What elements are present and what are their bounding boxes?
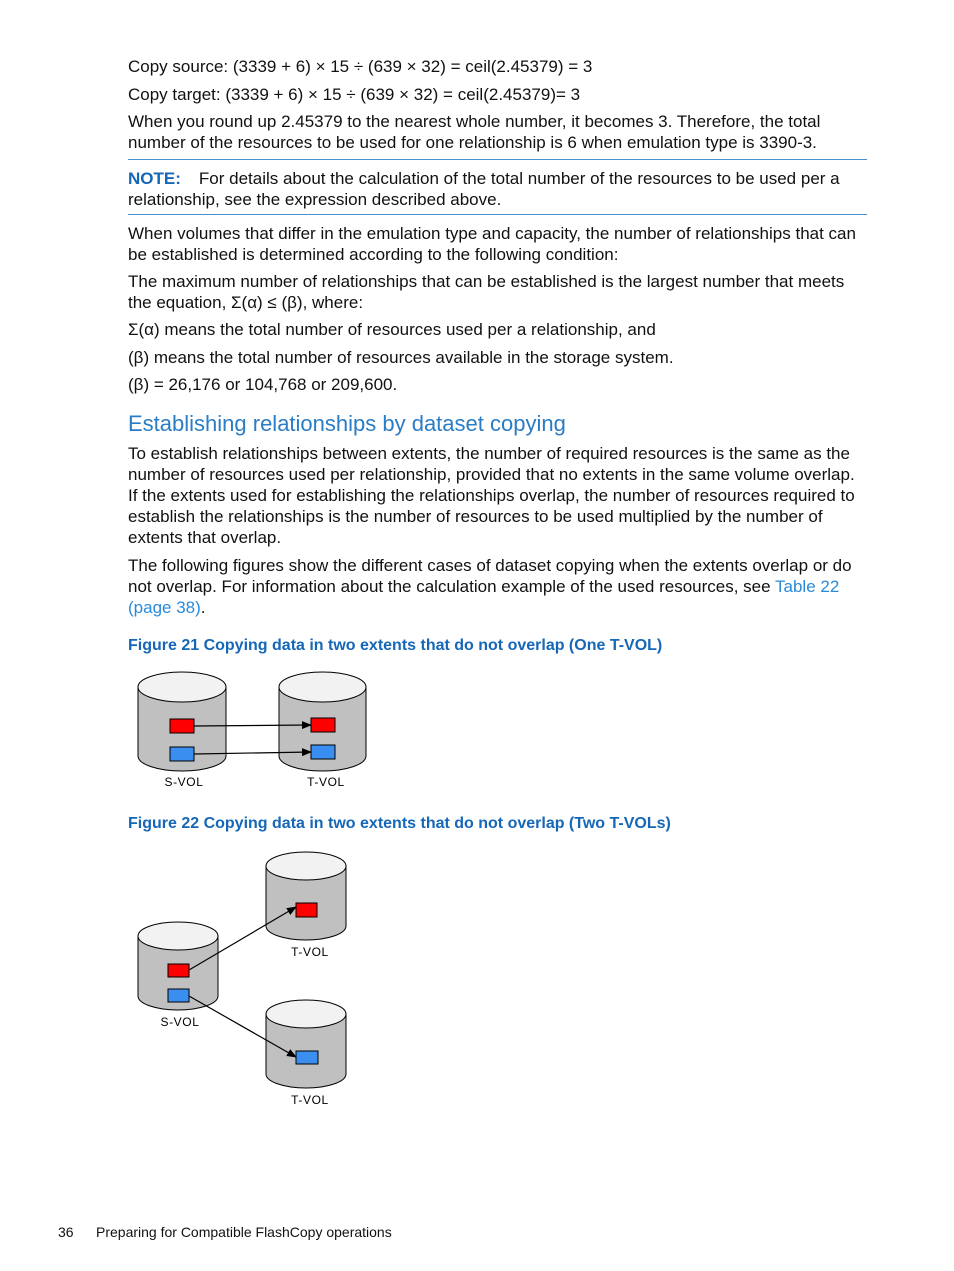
t-vol-bottom-label: T-VOL <box>291 1093 329 1107</box>
target-extent-blue <box>296 1051 318 1064</box>
sigma-definition: Σ(α) means the total number of resources used per a relationship, and <box>128 319 656 339</box>
cylinder-top <box>279 672 366 702</box>
figure-21-caption: Figure 21 Copying data in two extents that do not overlap (One T-VOL) <box>128 636 663 654</box>
page-footer <box>58 1222 558 1242</box>
note-bottom-rule <box>128 214 867 215</box>
cylinder-top <box>266 1000 346 1028</box>
cylinder-top <box>138 922 218 950</box>
extent-resources-paragraph: To establish relationships between extents, the number of required resources is the same as the number of resources used per relationship, provided that no extents in the same volume overlap. If the extents used for establishing the relationships overlap, the number of resources required to establish the relationships is the number of resources to be used multiplied by the number of extents that overlap. <box>128 443 855 547</box>
beta-values: (β) = 26,176 or 104,768 or 209,600. <box>128 374 398 394</box>
s-vol-cylinder <box>138 922 218 1010</box>
target-extent-red <box>311 718 335 732</box>
condition-rule-paragraph: The maximum number of relationships that can be established is the largest number that meets the equation, Σ(α) ≤ (β), where: <box>128 271 845 312</box>
t-vol-label: T-VOL <box>307 775 345 789</box>
figure-22-diagram <box>128 845 378 1110</box>
copy-target-formula: Copy target: (3339 + 6) × 15 ÷ (639 × 32) = ceil(2.45379)= 3 <box>128 84 581 104</box>
note-text: For details about the calculation of the total number of the resources to be used per a relationship, see the expression described above. <box>128 168 840 209</box>
s-vol-label: S-VOL <box>164 775 204 789</box>
rounding-paragraph: When you round up 2.45379 to the nearest whole number, it becomes 3. Therefore, the total number of the resources to be used for one relationship is 6 when emulation type is 3390-3. <box>128 111 821 152</box>
figures-intro-paragraph <box>128 555 867 618</box>
target-extent-blue <box>311 745 335 759</box>
cylinder-top <box>266 852 346 880</box>
beta-definition: (β) means the total number of resources available in the storage system. <box>128 347 674 367</box>
note-label: NOTE: <box>128 168 181 188</box>
figure-21-diagram <box>128 665 378 795</box>
s-vol-cylinder <box>138 672 226 771</box>
section-heading: Establishing relationships by dataset copying <box>128 411 566 436</box>
chapter-title: Preparing for Compatible FlashCopy operations <box>96 1224 392 1240</box>
note-top-rule <box>128 159 867 160</box>
figures-intro-text: The following figures show the different cases of dataset copying when the extents overlap or do not overlap. For information about the calculation example of the used resources, see <box>128 555 852 596</box>
note-box <box>128 168 867 210</box>
figure-22-caption: Figure 22 Copying data in two extents that do not overlap (Two T-VOLs) <box>128 814 671 832</box>
t-vol-bottom-cylinder <box>266 1000 346 1088</box>
s-vol-label: S-VOL <box>160 1015 200 1029</box>
source-extent-blue <box>168 989 189 1002</box>
condition-intro-paragraph: When volumes that differ in the emulation type and capacity, the number of relationships that can be established is determined according to the following condition: <box>128 223 856 264</box>
page-content <box>128 56 867 1111</box>
table-22-link[interactable]: Table 22 (page 38) <box>128 576 840 617</box>
page-number: 36 <box>58 1224 74 1240</box>
figures-intro-end: . <box>200 597 206 617</box>
cylinder-top <box>138 672 226 702</box>
t-vol-top-cylinder <box>266 852 346 940</box>
source-extent-blue <box>170 747 194 761</box>
t-vol-top-label: T-VOL <box>291 945 329 959</box>
copy-source-formula: Copy source: (3339 + 6) × 15 ÷ (639 × 32) = ceil(2.45379) = 3 <box>128 56 593 76</box>
t-vol-cylinder <box>279 672 366 771</box>
target-extent-red <box>296 903 317 917</box>
source-extent-red <box>170 719 194 733</box>
source-extent-red <box>168 964 189 977</box>
